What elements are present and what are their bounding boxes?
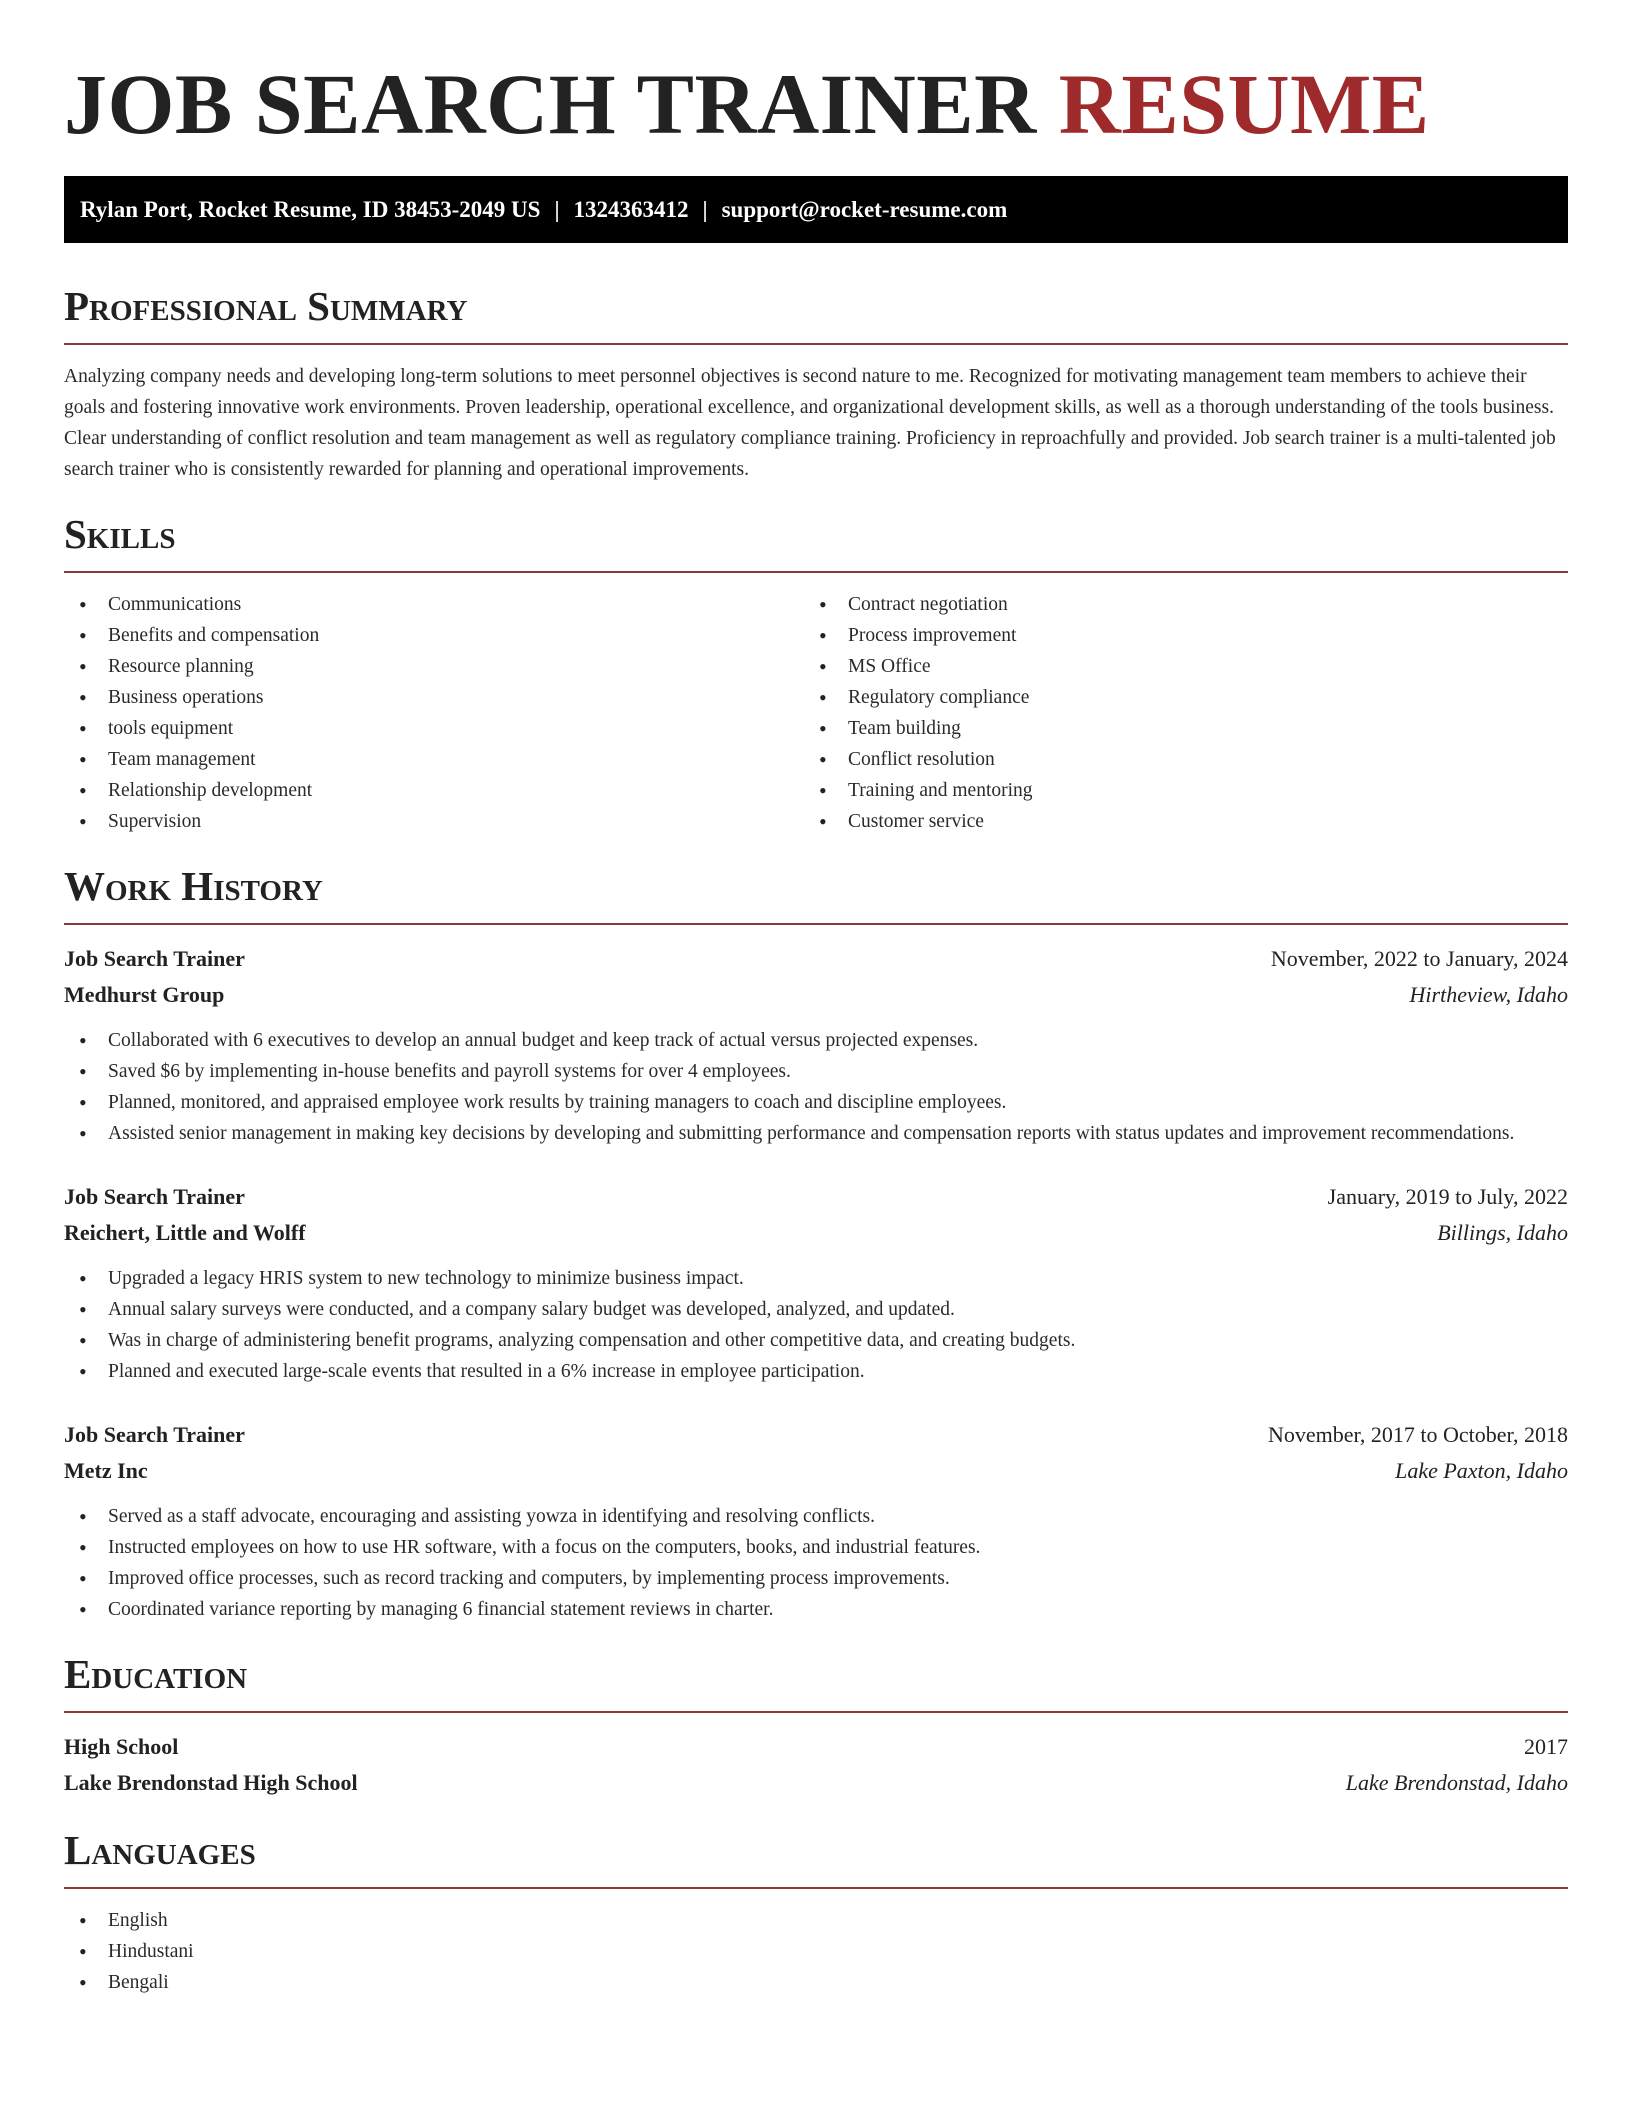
job-entry [64,941,1568,1149]
job-entry [64,1179,1568,1387]
job-dates: January, 2019 to July, 2022 [1327,1184,1568,1209]
language-item: • Hindustani [64,1936,1568,1967]
work-history-heading: Work History [64,863,323,909]
skills-list [64,573,1568,837]
resume-title-accent: RESUME [1058,56,1430,152]
job-bullet: • Served as a staff advocate, encouraging and assisting yowza in identifying and resolving conflicts. [64,1501,1568,1532]
job-bullet: • Coordinated variance reporting by managing 6 financial statement reviews in charter. [64,1594,1568,1625]
skill-item: • Training and mentoring [804,775,1544,806]
job-title: Job Search Trainer [64,946,245,971]
job-bullet: • Upgraded a legacy HRIS system to new technology to minimize business impact. [64,1263,1568,1294]
job-bullet: • Collaborated with 6 executives to develop an annual budget and keep track of actual versus projected expenses. [64,1025,1568,1056]
job-title: Job Search Trainer [64,1422,245,1447]
summary-text: Analyzing company needs and developing long-term solutions to meet personnel objectives is second nature to me. Recognized for motivating management team members to achieve their goals and fostering innovative work environments. Proven leadership, operational excellence, and organizational development skills, as well as a thorough understanding of the tools business. Clear understanding of conflict resolution and team management as well as regulatory compliance training. Proficiency in reproachfully and provided. Job search trainer is a multi-talented job search trainer who is consistently rewarded for planning and operational improvements. [64,366,1556,480]
job-location: Lake Paxton, Idaho [1395,1458,1568,1483]
skill-item: • Benefits and compensation [64,620,804,651]
job-bullet: • Planned and executed large-scale events that resulted in a 6% increase in employee participation. [64,1356,1568,1387]
education-degree: High School [64,1734,179,1759]
job-company: Medhurst Group [64,982,225,1007]
job-bullet: • Instructed employees on how to use HR software, with a focus on the computers, books, and industrial features. [64,1532,1568,1563]
education-location: Lake Brendonstad, Idaho [1345,1770,1568,1795]
contact-bar [64,176,1568,243]
skill-item: • Team building [804,713,1544,744]
job-entry [64,1417,1568,1625]
contact-separator: | [554,197,560,222]
skill-item: • Contract negotiation [804,589,1544,620]
skills-column-right [804,589,1544,837]
skill-item: • Customer service [804,806,1544,837]
education-year: 2017 [1524,1734,1568,1759]
job-bullet: • Annual salary surveys were conducted, and a company salary budget was developed, analyzed, and updated. [64,1294,1568,1325]
skill-item: • Regulatory compliance [804,682,1544,713]
job-bullets [64,1489,1568,1625]
skill-item: • Relationship development [64,775,804,806]
education-school: Lake Brendonstad High School [64,1770,358,1795]
language-item: • Bengali [64,1967,1568,1998]
skill-item: • Resource planning [64,651,804,682]
job-bullet: • Planned, monitored, and appraised employee work results by training managers to coach and discipline employees. [64,1087,1568,1118]
job-company: Metz Inc [64,1458,148,1483]
contact-phone: 1324363412 [573,197,689,222]
job-bullets [64,1013,1568,1149]
skills-heading: Skills [64,511,176,557]
language-item: • English [64,1905,1568,1936]
job-location: Billings, Idaho [1437,1220,1568,1245]
skill-item: • Communications [64,589,804,620]
skill-item: • MS Office [804,651,1544,682]
languages-heading: Languages [64,1827,256,1873]
skill-item: • Team management [64,744,804,775]
job-bullet: • Was in charge of administering benefit programs, analyzing compensation and other competitive data, and creating budgets. [64,1325,1568,1356]
skill-item: • tools equipment [64,713,804,744]
skill-item: • Business operations [64,682,804,713]
resume-title [64,0,1568,176]
job-bullet: • Saved $6 by implementing in-house benefits and payroll systems for over 4 employees. [64,1056,1568,1087]
job-dates: November, 2022 to January, 2024 [1270,946,1568,971]
job-bullets [64,1251,1568,1387]
education-heading: Education [64,1651,248,1697]
summary-heading: Professional Summary [64,283,468,329]
contact-address: Rylan Port, Rocket Resume, ID 38453-2049 US [80,197,541,222]
skill-item: • Supervision [64,806,804,837]
contact-email: support@rocket-resume.com [721,197,1008,222]
skills-column-left [64,589,804,837]
resume-title-main: JOB SEARCH TRAINER [64,56,1037,152]
job-title: Job Search Trainer [64,1184,245,1209]
job-company: Reichert, Little and Wolff [64,1220,306,1245]
skill-item: • Process improvement [804,620,1544,651]
contact-separator: | [702,197,708,222]
languages-list [64,1905,1568,1998]
education-entry [64,1729,1568,1801]
job-location: Hirtheview, Idaho [1409,982,1568,1007]
job-bullet: • Assisted senior management in making key decisions by developing and submitting performance and compensation reports with status updates and improvement recommendations. [64,1118,1568,1149]
job-dates: November, 2017 to October, 2018 [1267,1422,1568,1447]
skill-item: • Conflict resolution [804,744,1544,775]
job-bullet: • Improved office processes, such as record tracking and computers, by implementing process improvements. [64,1563,1568,1594]
